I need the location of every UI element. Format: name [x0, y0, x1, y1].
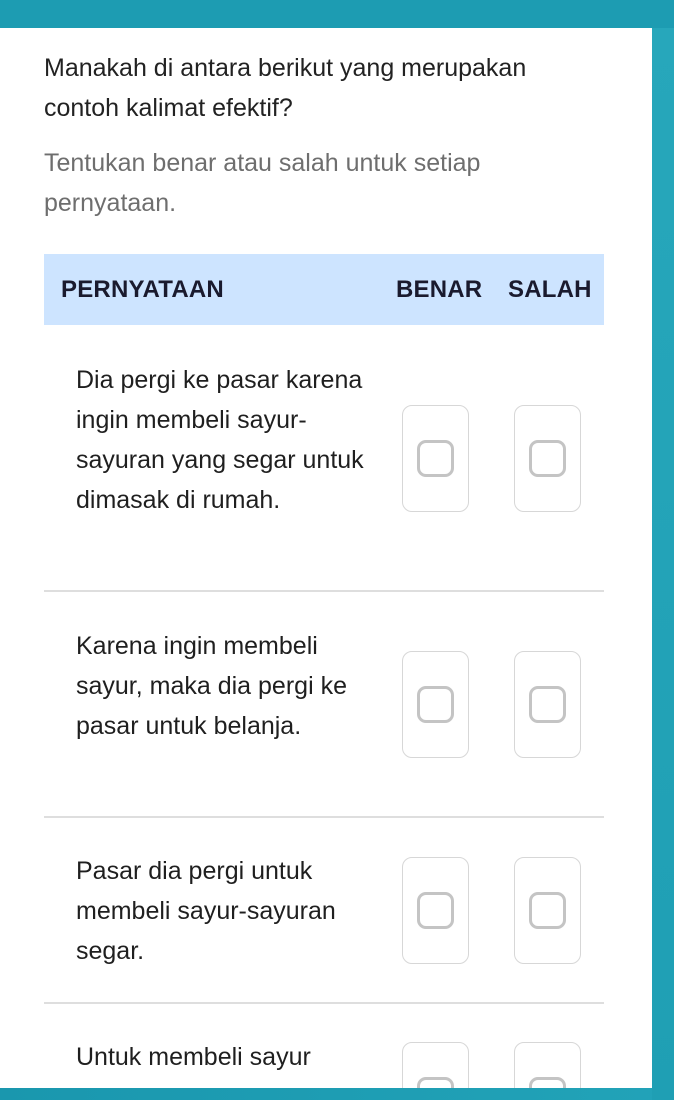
option-false[interactable]: [514, 405, 581, 512]
statement-text: Untuk membeli sayur: [76, 1043, 311, 1071]
row-divider: [44, 590, 604, 592]
background-strip: [652, 28, 674, 1100]
statement-text: Pasar dia pergi untuk membeli sayur-sayuran segar.: [76, 857, 336, 965]
row-divider: [44, 816, 604, 818]
row-divider: [44, 1002, 604, 1004]
top-bar: [0, 0, 674, 28]
radio-icon: [417, 1077, 454, 1088]
table-row: [44, 360, 604, 560]
question-card: [0, 28, 652, 1088]
header-statement: PERNYATAAN: [61, 276, 224, 303]
option-true[interactable]: [402, 405, 469, 512]
header-false: SALAH: [508, 276, 592, 303]
radio-icon: [529, 1077, 566, 1088]
table-header: [44, 254, 604, 325]
option-false[interactable]: [514, 1042, 581, 1088]
radio-icon: [417, 440, 454, 477]
option-true[interactable]: [402, 1042, 469, 1088]
option-false[interactable]: [514, 857, 581, 964]
table-row: [44, 1037, 604, 1088]
instruction-text: Tentukan benar atau salah untuk setiap pernyataan.: [44, 149, 481, 217]
radio-icon: [529, 686, 566, 723]
table-row: [44, 851, 604, 971]
radio-icon: [417, 892, 454, 929]
header-true: BENAR: [396, 276, 483, 303]
question-text: Manakah di antara berikut yang merupakan contoh kalimat efektif?: [44, 54, 527, 122]
option-false[interactable]: [514, 651, 581, 758]
statement-text: Dia pergi ke pasar karena ingin membeli sayur-sayuran yang segar untuk dimasak di rumah.: [76, 366, 364, 514]
option-true[interactable]: [402, 651, 469, 758]
radio-icon: [529, 892, 566, 929]
radio-icon: [417, 686, 454, 723]
statement-text: Karena ingin membeli sayur, maka dia pergi ke pasar untuk belanja.: [76, 632, 347, 740]
table-row: [44, 626, 604, 786]
radio-icon: [529, 440, 566, 477]
option-true[interactable]: [402, 857, 469, 964]
